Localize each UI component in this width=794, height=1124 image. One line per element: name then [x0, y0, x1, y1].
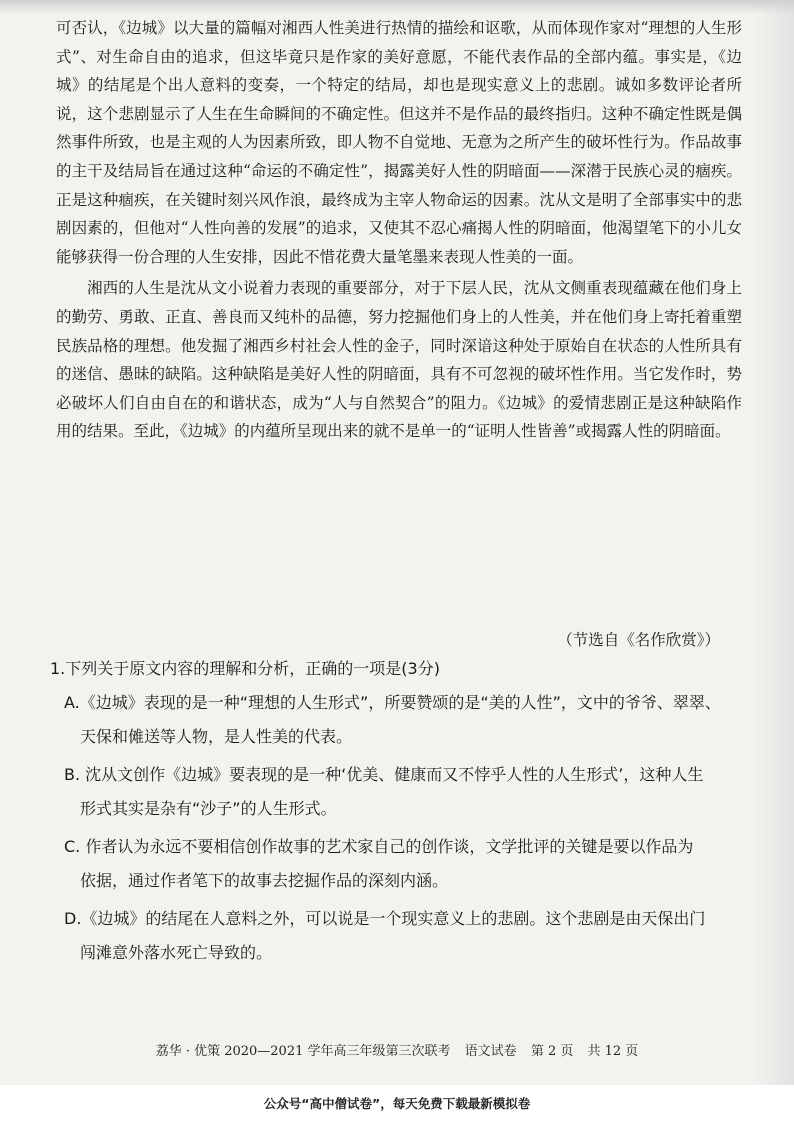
- option-c-line2: 依据，通过作者笔下的故事去挖掘作品的深刻内涵。: [80, 871, 449, 890]
- option-b-line1: B. 沈从文创作《边城》要表现的是一种‘优美、健康而又不悖乎人性的人生形式’，这种人生: [64, 765, 704, 784]
- option-d: [50, 902, 730, 970]
- exam-name: 荔华 · 优策 2020—2021 学年高三年级第三次联考: [155, 1044, 451, 1059]
- subject-name: 语文试卷: [464, 1044, 517, 1059]
- option-c: [50, 830, 730, 898]
- option-b-line2: 形式其实是杂有“沙子”的人生形式。: [80, 799, 337, 818]
- total-pages: 共 12 页: [587, 1044, 639, 1059]
- passage-source: （节选自《名作欣赏》）: [557, 631, 720, 649]
- passage-paragraph-1: 可否认，《边城》以大量的篇幅对湘西人性美进行热情的描绘和讴歌，从而体现作家对“理想的人生形式”、对生命自由的追求，但这毕竟只是作家的美好意愿，不能代表作品的全部内蕴。事实是，《边城》的结尾是个出人意料的变奏，一个特定的结局，却也是现实意义上的悲剧。诚如多数评论者所说，这个悲剧显示了人生在生命瞬间的不确定性。但这并不是作品的最终指归。这种不确定性既是偶然事件所致，也是主观的人为因素所致，即人物不自觉地、无意为之所产生的破坏性行为。作品故事的主干及结局旨在通过这种“命运的不确定性”，揭露美好人性的阴暗面——深潜于民族心灵的痼疾。正是这种痼疾，在关键时刻兴风作浪，最终成为主宰人物命运的因素。沈从文是明了全部事实中的悲剧因素的，但他对“人性向善的发展”的追求，又使其不忍心痛揭人性的阴暗面，他渴望笔下的小儿女能够获得一份合理的人生安排，因此不惜花费大量笔墨来表现人性美的一面。: [56, 19, 742, 266]
- page-footer: [0, 1040, 794, 1059]
- option-d-line1: D.《边城》的结尾在人意料之外，可以说是一个现实意义上的悲剧。这个悲剧是由天保出门: [64, 909, 706, 928]
- option-a: [50, 686, 730, 754]
- option-d-line2: 闯滩意外落水死亡导致的。: [80, 943, 273, 962]
- option-a-line1: A.《边城》表现的是一种“理想的人生形式”，所要赞颂的是“美的人性”，文中的爷爷、翠翠、: [64, 693, 721, 712]
- passage-paragraph-2: 湘西的人生是沈从文小说着力表现的重要部分，对于下层人民，沈从文侧重表现蕴藏在他们身上的勤劳、勇敢、正直、善良而又纯朴的品德，努力挖掘他们身上的人性美，并在他们身上寄托着重塑民族品格的理想。他发掘了湘西乡村社会人性的金子，同时深谙这种处于原始自在状态的人性所具有的迷信、愚昧的缺陷。这种缺陷是美好人性的阴暗面，具有不可忽视的破坏性作用。当它发作时，势必破坏人们自由自在的和谐状态，成为“人与自然契合”的阻力。《边城》的爱情悲剧正是这种缺陷作用的结果。至此，《边城》的内蕴所呈现出来的就不是单一的“证明人性皆善”或揭露人性的阴暗面。: [56, 279, 742, 441]
- question-stem: 1.下列关于原文内容的理解和分析，正确的一项是(3分): [50, 659, 440, 678]
- bottom-note: 公众号“高中僧试卷”，每天免费下载最新模拟卷: [263, 1096, 531, 1111]
- option-c-line1: C. 作者认为永远不要相信创作故事的艺术家自己的创作谈，文学批评的关键是要以作品为: [64, 837, 694, 856]
- question-1: [50, 652, 730, 974]
- page-number: 第 2 页: [530, 1044, 574, 1059]
- option-b: [50, 758, 730, 826]
- option-a-line2: 天保和傩送等人物，是人性美的代表。: [80, 727, 353, 746]
- reading-passage: [56, 14, 742, 446]
